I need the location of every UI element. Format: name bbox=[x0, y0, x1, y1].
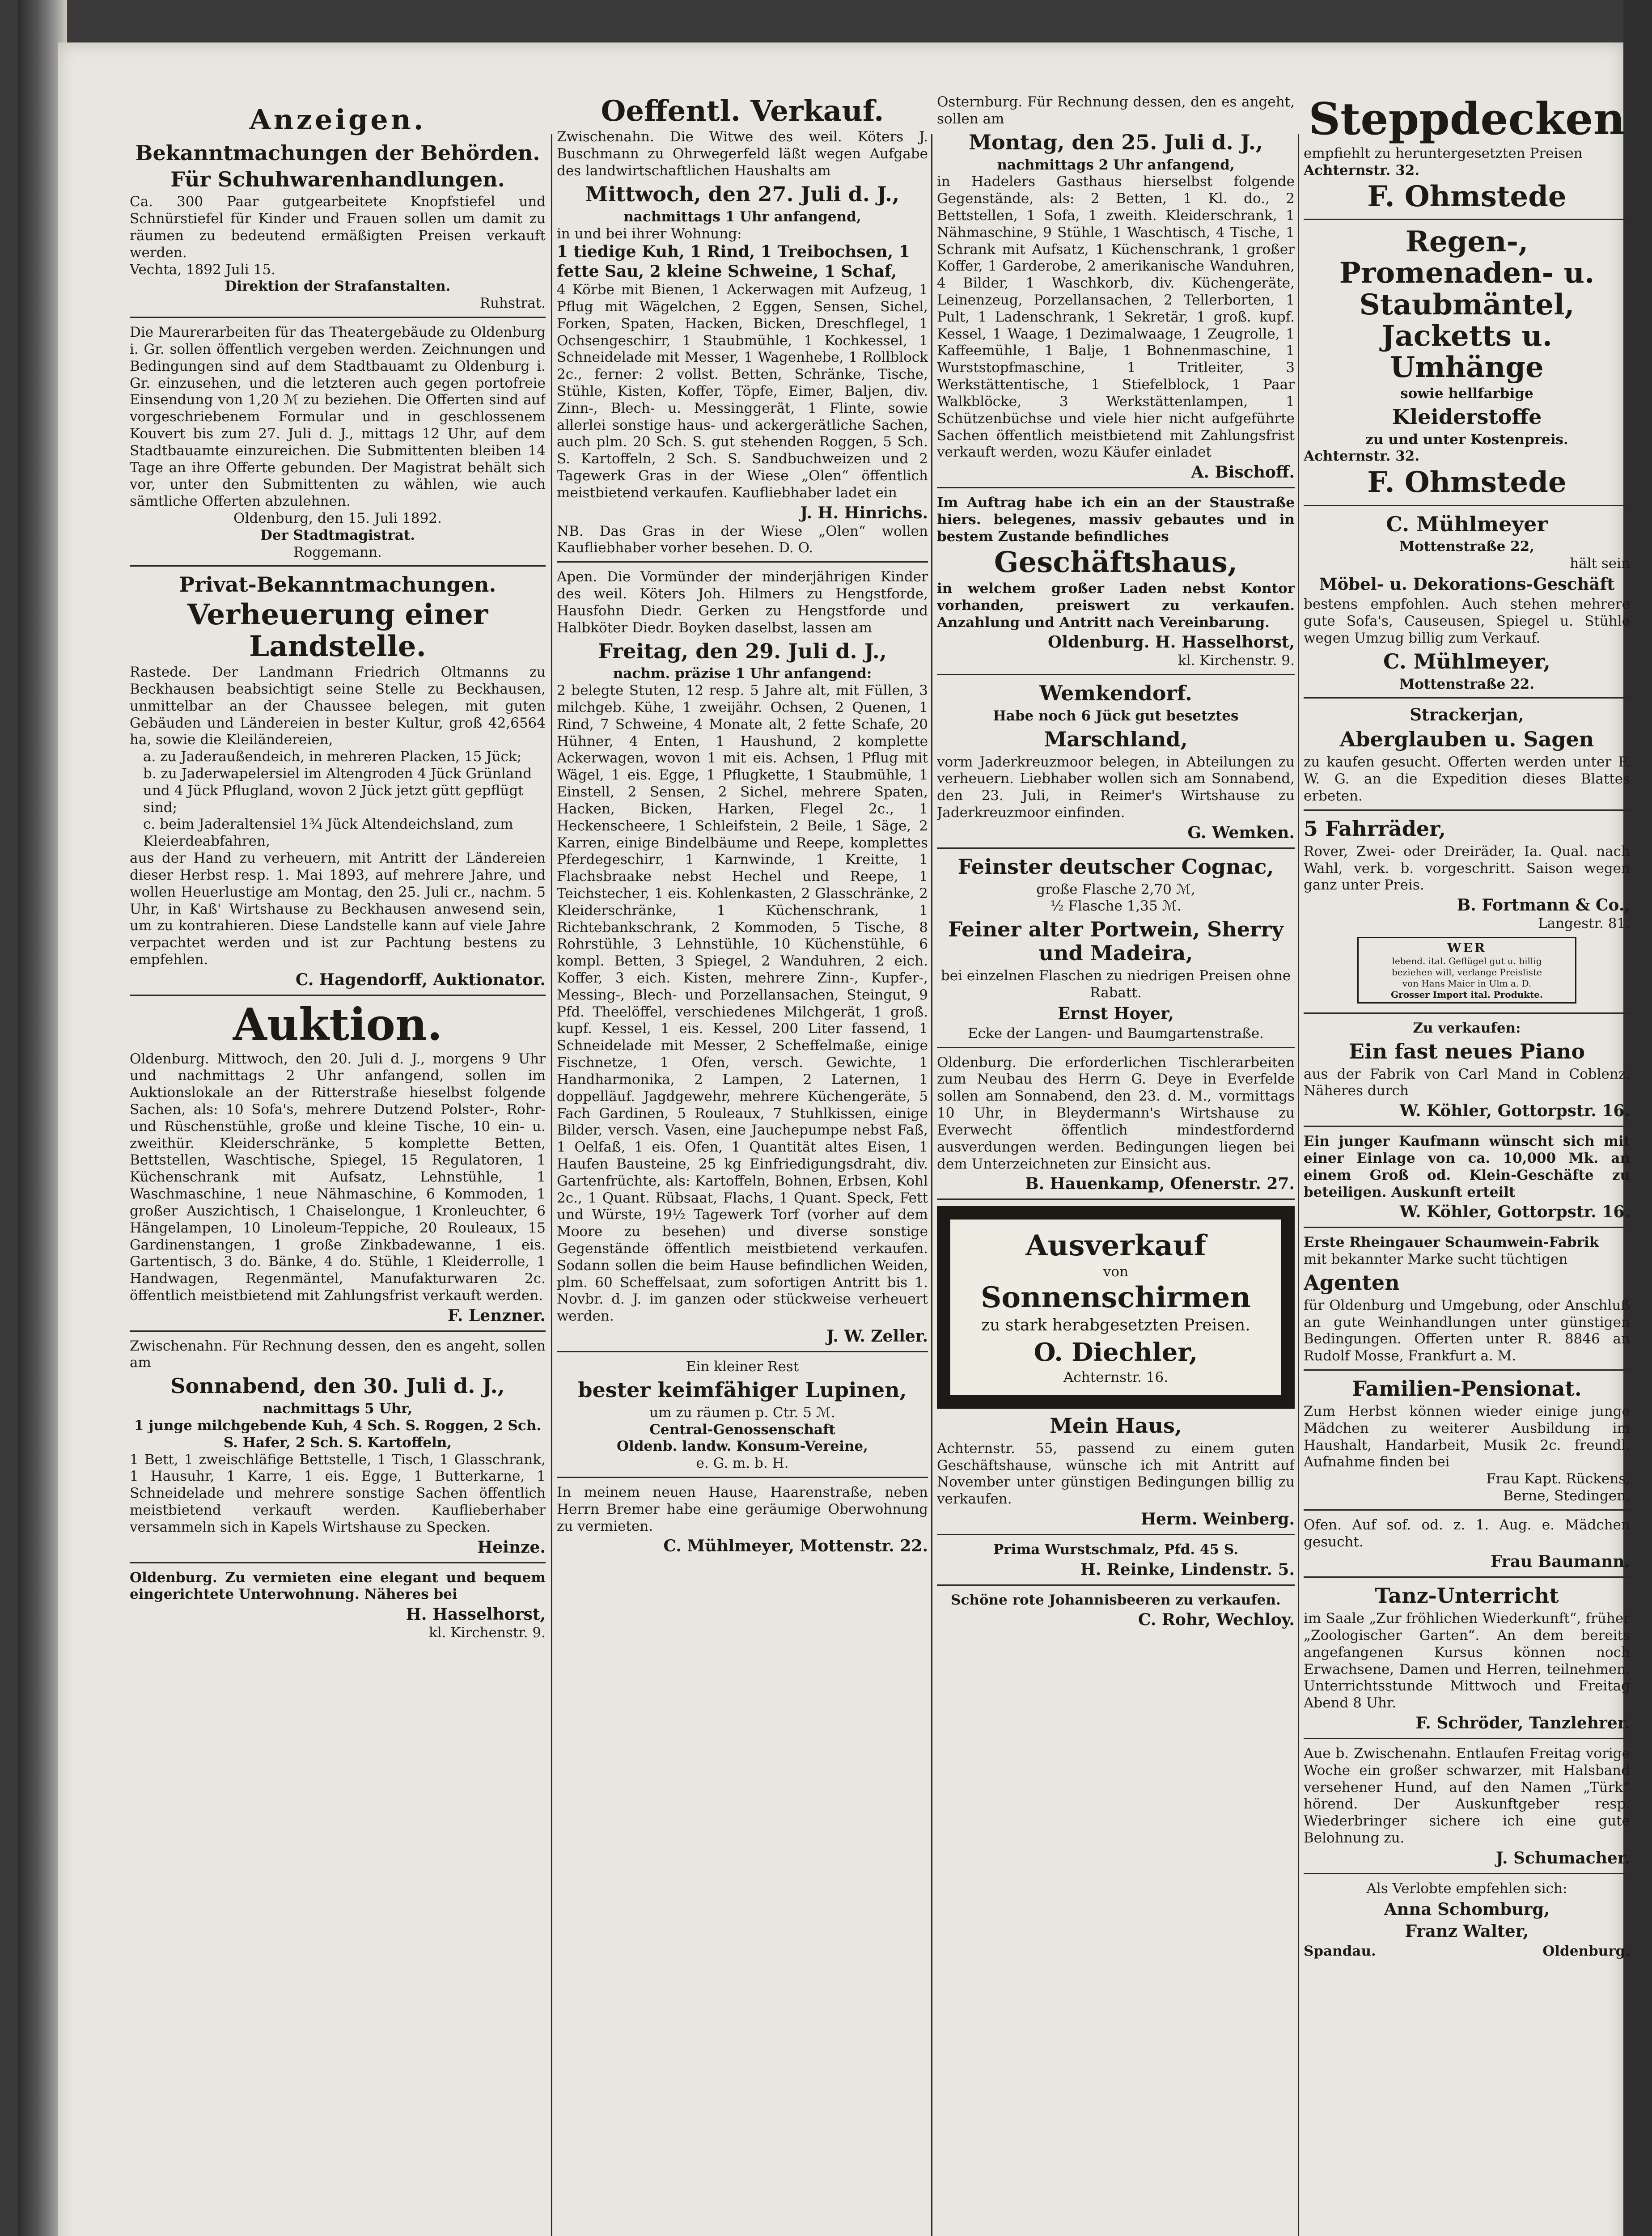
column-3 bbox=[937, 94, 1295, 2236]
list-item: a. zu Jaderaußendeich, in mehreren Placken, 15 Jück; bbox=[143, 749, 522, 765]
ad-landstelle bbox=[130, 599, 546, 995]
ad-body: für Oldenburg und Umgebung, oder Anschluß an gute Weinhandlungen unter günstigen Bedingungen. Offerten unter R. 8846 an Rudolf Mosse, Frankfurt a. M. bbox=[1304, 1297, 1630, 1364]
ad-cognac bbox=[937, 855, 1295, 1048]
ad-oberwohnung bbox=[557, 1484, 928, 1561]
box-line: von Hans Maier in Ulm a. D. bbox=[1402, 978, 1532, 989]
ad-address: Berne, Stedingen. bbox=[1503, 1487, 1630, 1504]
ad-name: Central-Genossenschaft bbox=[649, 1421, 835, 1438]
ad-signature: Der Stadtmagistrat. bbox=[260, 527, 415, 543]
ad-time: nachm. präzise 1 Uhr anfangend: bbox=[613, 665, 872, 682]
ad-body: in Hadelers Gasthaus hierselbst folgende Gegenstände, als: 2 Betten, 1 Kl. do., 2 Bettstellen, 1 Sofa, 1 zweith. Kleiderschrank, 1 Nähmaschine, 9 Stühle, 1 Waschtisch, 4 Tische, 1 Schrank mit Aufsatz, 1 Küchenschrank, 1 großer Koffer, 1 Garderobe, 2 amerikanische Wanduhren, 4 Bilder, 1 Waschkorb, div. Küchengeräte, Leinenzeug, Porzellansachen, 2 Tellerborten, 1 Pult, 1 Ladenschrank, 1 Sekretär, 1 groß. kupf. Kessel, 1 Waage, 1 Dezimalwaage, 1 Zeugrolle, 1 Kaffeemühle, 1 Balje, 1 Bohnenmaschine, 1 Wurststopfmaschine, 1 Tritleiter, 3 Werkstättentische, 1 Stiefelblock, 1 Paar Walkblöcke, 3 Werkstättenlampen, 1 Schützenbüchse und viele hier nicht aufgeführte Sachen öffentlich meistbietend mit Zahlungsfrist verkauft werden, wozu Käufer einladet bbox=[937, 174, 1295, 461]
ad-signature: W. Köhler, Gottorpstr. 16. bbox=[1400, 1101, 1630, 1121]
ad-body: hält sein bbox=[1570, 555, 1630, 572]
ad-body: zu stark herabgesetzten Preisen. bbox=[981, 1316, 1250, 1334]
ad-title: Tanz-Unterricht bbox=[1375, 1584, 1559, 1608]
ad-schaumwein bbox=[1304, 1234, 1630, 1371]
ad-lead: Als Verlobte empfehlen sich: bbox=[1366, 1880, 1567, 1897]
ad-title: Möbel- u. Dekorations-Geschäft bbox=[1319, 574, 1615, 594]
ad-body: aus der Hand zu verheuern, mit Antritt der Ländereien dieser Herbst resp. 1. Mai 1893, auf mehrere Jahre, und wollen Heuerlustige am Montag, den 25. Juli cr., nachm. 5 Uhr, in Kaß' Wirtshause zu Beckhausen anwesend sein, um zu kontrahieren. Diese Landstelle kann auf viele Jahre verpachtet werden und ist zur Pachtung bestens zu empfehlen. bbox=[130, 850, 546, 968]
ad-date: Sonnabend, den 30. Juli d. J., bbox=[170, 1374, 505, 1398]
ad-signature: H. Reinke, Lindenstr. 5. bbox=[1080, 1560, 1295, 1579]
ad-body: aus der Fabrik von Carl Mand in Coblenz. Näheres durch bbox=[1304, 1066, 1630, 1099]
ad-kaufmann bbox=[1304, 1133, 1630, 1228]
ad-body: Oldenburg. Die erforderlichen Tischlerarbeiten zum Neubau des Herrn G. Deye in Everfelde sollen am Sonnabend, den 23. d. M., vormittags 10 Uhr, in Bleydermann's Wirtshause zu Everwecht öffentlich mindestfordernd ausverdungen werden. Bedingungen liegen bei dem Unterzeichneten zur Einsicht aus. bbox=[937, 1054, 1295, 1172]
ad-signature: Frau Baumann. bbox=[1490, 1552, 1630, 1571]
ad-address: kl. Kirchenstr. 9. bbox=[428, 1625, 546, 1641]
ad-title: Aberglauben u. Sagen bbox=[1339, 727, 1594, 752]
ad-body: Ofen. Auf sof. od. z. 1. Aug. e. Mädchen gesucht. bbox=[1304, 1516, 1630, 1550]
ad-maentel bbox=[1304, 226, 1630, 506]
ad-body: Aue b. Zwischenahn. Entlaufen Freitag vorige Woche ein großer schwarzer, mit Halsband versehener Hund, auf den Namen „Türk“ hörend. Der Auskunftgeber resp. Wiederbringer sichere ich eine gute Belohnung zu. bbox=[1304, 1745, 1630, 1846]
ad-name: Ernst Hoyer, bbox=[1058, 1003, 1174, 1023]
ad-items: 1 tiedige Kuh, 1 Rind, 1 Treibochsen, 1 fette Sau, 2 kleine Schweine, 1 Schaf, bbox=[557, 242, 910, 281]
ad-signature: Direktion der Strafanstalten. bbox=[225, 278, 451, 295]
box-line: lebend. ital. Geflügel gut u. billig bbox=[1392, 955, 1542, 966]
ad-body: Rastede. Der Landmann Friedrich Oltmanns zu Beckhausen beabsichtigt seine Stelle zu Beckhausen, unmittelbar an der Chaussee belegen, mit guten Gebäuden und Ländereien in bester Kultur, groß 42,6564 ha, sowie die Kleiländereien, bbox=[130, 664, 546, 748]
ad-body: Oldenburg. Zu vermieten eine elegant und bequem eingerichtete Unterwohnung. Näheres bei bbox=[130, 1569, 546, 1603]
ad-name: Oldenb. landw. Konsum-Vereine, bbox=[617, 1438, 868, 1455]
ad-title: 5 Fahrräder, bbox=[1304, 816, 1446, 841]
ad-wemkendorf bbox=[937, 682, 1295, 849]
ad-signature: C. Hagendorff, Auktionator. bbox=[295, 970, 546, 989]
ad-lead: in und bei ihrer Wohnung: bbox=[557, 225, 742, 242]
ad-place: Oldenburg. bbox=[1542, 1943, 1630, 1959]
ad-body: Ca. 300 Paar gutgearbeitete Knopfstiefel und Schnürstiefel für Kinder und Frauen sollen um damit zu räumen zu bedeutend ermäßigten Preisen verkauft werden. bbox=[130, 194, 546, 261]
ad-signature: F. Lenzner. bbox=[447, 1306, 546, 1325]
ad-geschaeftshaus bbox=[937, 495, 1295, 675]
ad-body: 4 Körbe mit Bienen, 1 Ackerwagen mit Aufzeug, 1 Pflug mit Wägelchen, 2 Eggen, Sensen, Sichel, Forken, Spaten, Hacken, Bicken, Dreschflegel, 1 Ochsengeschirr, 1 Staubmühle, 1 Kochkessel, 1 Schneidelade mit Messer, 1 Wagenhebe, 1 Rollblock 2c., ferner: 2 vollst. Betten, Schränke, Tische, Stühle, Kisten, Koffer, Töpfe, Eimer, Baljen, div. Zinn-, Blech- u. Messinggerät, 1 Flinte, sowie allerlei sonstige haus- und ackergerätliche Sachen, auch plm. 20 Sch. S. gut stehenden Roggen, 5 Sch. S. Kartoffeln, 2 Sch. S. Sandbuchweizen und 2 Tagewerk Gras in der Wiese „Olen“ öffentlich meistbietend verkaufen. Kaufliebhaber ladet ein bbox=[557, 282, 928, 501]
ad-time: nachmittags 5 Uhr, bbox=[263, 1401, 413, 1417]
ad-title: Regen-, Promenaden- u. Staubmäntel, Jacketts u. Umhänge bbox=[1339, 224, 1595, 385]
ad-name: Strackerjan, bbox=[1410, 705, 1524, 725]
ad-signature: J. Schumacher. bbox=[1495, 1848, 1630, 1868]
ad-buschmann bbox=[557, 129, 928, 563]
ad-signature: W. Köhler, Gottorpstr. 16. bbox=[1400, 1203, 1630, 1222]
ad-title: Marschland, bbox=[1044, 727, 1188, 751]
ad-time: nachmittags 1 Uhr anfangend, bbox=[623, 208, 861, 225]
ad-title: Feinster deutscher Cognac, bbox=[957, 854, 1274, 879]
ad-body: Die Maurerarbeiten für das Theatergebäude zu Oldenburg i. Gr. sollen öffentlich vergeben werden. Zeichnungen und Bedingungen sind auf dem Stadtbauamt zu Oldenburg i. Gr. einzusehen, und die letzteren auch gegen portofreie Einsendung von 1,20 ℳ zu beziehen. Die Offerten sind auf vorgeschriebenem Formular und in geschlossenem Kouvert bis zum 27. Juli d. J., mittags 12 Uhr, auf dem Stadtbauamte einzureichen. Die Submittenten bleiben 14 Tage an ihre Offerte gebunden. Der Magistrat behält sich vor, unter den Submittenten zu wählen, wie auch sämtliche Offerten abzulehnen. bbox=[130, 324, 546, 510]
ad-mein-haus bbox=[937, 1414, 1295, 1535]
section-header: Anzeigen. bbox=[249, 103, 426, 136]
ad-body: Zwischenahn. Die Witwe des weil. Köters J. Buschmann zu Ohrwegerfeld läßt wegen Aufgabe des landwirtschaftlichen Haushalts am bbox=[557, 129, 928, 179]
section-heading: Privat-Bekanntmachungen. bbox=[179, 572, 496, 597]
ad-body: Apen. Die Vormünder der minderjährigen Kinder des weil. Köters Joh. Hilmers zu Hengstforde, Hausfohn Diedr. Gerken zu Hengstforde und Halbköter Diedr. Boyken daselbst, lassen am bbox=[557, 569, 928, 636]
ad-price: ½ Flasche 1,35 ℳ. bbox=[1050, 898, 1182, 915]
ad-hund bbox=[1304, 1745, 1630, 1874]
ad-signature: A. Bischoff. bbox=[1191, 463, 1295, 482]
ad-body: mit bekannter Marke sucht tüchtigen bbox=[1304, 1251, 1568, 1268]
ad-body: Prima Wurstschmalz, Pfd. 45 S. bbox=[993, 1541, 1238, 1558]
ad-body: bei einzelnen Flaschen zu niedrigen Preisen ohne Rabatt. bbox=[940, 968, 1291, 1001]
ad-fahrraeder bbox=[1304, 817, 1630, 1014]
ad-place: Spandau. bbox=[1304, 1943, 1376, 1959]
ad-body: sowie hellfarbige bbox=[1400, 385, 1533, 402]
ad-body: bestens empfohlen. Auch stehen mehrere gute Sofa's, Causeusen, Spiegel u. Stühle wegen Umzug billig zum Verkauf. bbox=[1304, 596, 1630, 646]
ad-place-date: Vechta, 1892 Juli 15. bbox=[130, 261, 275, 278]
ad-gefluegel-box bbox=[1357, 937, 1576, 1004]
ad-body: zu kaufen gesucht. Offerten werden unter F. W. G. an die Expedition dieses Blattes erbeten. bbox=[1304, 754, 1630, 804]
ad-body: zu und unter Kostenpreis. bbox=[1365, 431, 1568, 448]
ad-date: Freitag, den 29. Juli d. J., bbox=[598, 639, 887, 663]
ad-steppdecken bbox=[1304, 94, 1630, 220]
ad-name: F. Ohmstede bbox=[1367, 179, 1567, 213]
ad-muehlmeyer bbox=[1304, 512, 1630, 699]
column-4 bbox=[1304, 94, 1630, 2236]
ad-address: Achternstr. 32. bbox=[1304, 448, 1420, 465]
ad-signature: C. Rohr, Wechloy. bbox=[1138, 1610, 1295, 1630]
ad-title: bester keimfähiger Lupinen, bbox=[578, 1377, 907, 1402]
ad-title: Steppdecken bbox=[1309, 94, 1625, 145]
ad-body: Im Auftrag habe ich ein an der Staustraße hiers. belegenes, massiv gebautes und in bestem Zustande befindliches bbox=[937, 495, 1295, 545]
ad-title: Verheuerung einer Landstelle. bbox=[187, 598, 488, 663]
ad-signature: Herm. Weinberg. bbox=[1140, 1510, 1295, 1529]
ad-signature: F. Schröder, Tanzlehrer. bbox=[1415, 1714, 1630, 1733]
box-title: WER bbox=[1447, 940, 1487, 955]
ad-tischlerarbeiten bbox=[937, 1054, 1295, 1200]
ad-body: Schöne rote Johannisbeeren zu verkaufen. bbox=[951, 1592, 1281, 1608]
ad-time: nachmittags 2 Uhr anfangend, bbox=[997, 157, 1235, 173]
ad-signature: G. Wemken. bbox=[1187, 823, 1295, 842]
ad-title: Familien-Pensionat. bbox=[1352, 1376, 1582, 1401]
ad-title: Feiner alter Portwein, Sherry und Madeira, bbox=[948, 917, 1284, 966]
box-line: Grosser Import ital. Produkte. bbox=[1391, 989, 1543, 1000]
ad-address: kl. Kirchenstr. 9. bbox=[1178, 652, 1295, 669]
ad-title: Geschäftshaus, bbox=[994, 546, 1238, 580]
ad-signature: C. Mühlmeyer, Mottenstr. 22. bbox=[663, 1537, 928, 1556]
ad-name: Anna Schomburg, bbox=[1384, 1899, 1550, 1919]
section-heading: Oeffentl. Verkauf. bbox=[601, 94, 884, 128]
ad-body: im Saale „Zur fröhlichen Wiederkunft“, früher „Zoologischer Garten“. An dem bereits angefangenen Kursus können noch Erwachsene, Damen und Herren, teilnehmen. Unterrichtsstunde Mittwoch und Freitag Abend 8 Uhr. bbox=[1304, 1610, 1630, 1711]
ad-lead: Erste Rheingauer Schaumwein-Fabrik bbox=[1304, 1234, 1599, 1251]
ad-address: Achternstr. 32. bbox=[1304, 162, 1420, 178]
ad-title: Für Schuhwarenhandlungen. bbox=[170, 167, 505, 191]
ad-date: Montag, den 25. Juli d. J., bbox=[969, 130, 1263, 154]
ad-strackerjan bbox=[1304, 705, 1630, 810]
ad-title: Ausverkauf bbox=[1025, 1229, 1206, 1263]
ad-schuhwaren bbox=[130, 168, 546, 318]
ad-name: Ruhstrat. bbox=[479, 295, 546, 312]
column-rule bbox=[931, 134, 932, 2236]
ad-title: Kleiderstoffe bbox=[1392, 404, 1542, 429]
ad-signature: Oldenburg. H. Hasselhorst, bbox=[1048, 633, 1295, 652]
section-heading: Bekanntmachungen der Behörden. bbox=[135, 140, 540, 165]
ad-signature: J. H. Hinrichs. bbox=[800, 503, 928, 522]
ad-body: empfiehlt zu heruntergesetzten Preisen bbox=[1304, 145, 1583, 161]
ad-pensionat bbox=[1304, 1377, 1630, 1511]
box-line: beziehen will, verlange Preisliste bbox=[1392, 966, 1542, 978]
ad-lead: Zu verkaufen: bbox=[1413, 1020, 1521, 1036]
ad-name: O. Diechler, bbox=[1034, 1337, 1198, 1367]
ad-piano bbox=[1304, 1020, 1630, 1127]
column-2 bbox=[557, 94, 928, 2236]
ad-name: e. G. m. b. H. bbox=[696, 1455, 789, 1472]
ad-title: Mein Haus, bbox=[1050, 1413, 1182, 1438]
list-item: c. beim Jaderaltensiel 1¾ Jück Altendeichsland, zum Kleierdeabfahren, bbox=[143, 816, 513, 850]
ad-title: Auktion. bbox=[233, 999, 443, 1050]
ad-note: NB. Das Gras in der Wiese „Olen“ wollen Kaufliebhaber vorher besehen. D. O. bbox=[557, 523, 928, 556]
ad-apen bbox=[557, 569, 928, 1352]
ad-body: vorm Jaderkreuzmoor belegen, in Abteilungen zu verheuern. Liebhaber wollen sich am Sonnabend, den 23. Juli, in Reimer's Wirtshause zu Jaderkreuzmoor einfinden. bbox=[937, 754, 1295, 821]
ad-osternburg bbox=[937, 94, 1295, 488]
ad-title: Ein fast neues Piano bbox=[1348, 1039, 1585, 1063]
ad-sonnenschirme bbox=[937, 1206, 1295, 1409]
ad-maedchen bbox=[1304, 1517, 1630, 1578]
ad-name: Roggemann. bbox=[293, 544, 382, 560]
ad-body: Habe noch 6 Jück gut besetztes bbox=[993, 707, 1239, 724]
ad-body: 2 belegte Stuten, 12 resp. 5 Jahre alt, mit Füllen, 3 milchgeb. Kühe, 1 zweijähr. Ochsen, 2 Quenen, 1 Rind, 7 Schweine, 4 Monate alt, 2 fette Schafe, 20 Hühner, 4 Enten, 1 Haushund, 2 komplette Ackerwagen, wovon 1 mit eis. Achsen, 1 Pflug mit Wägel, 1 eis. Egge, 1 Pflugkette, 1 Staubmühle, 1 Einstell, 2 Sensen, 2 Sichel, mehrere Spaten, Hacken, Bicken, Harken, Flegel 2c., 1 Heckenscheere, 1 Schleifstein, 2 Beile, 1 Säge, 2 Karren, einige Bindelbäume und Reepe, komplettes Pferdegeschirr, 1 Karnwinde, 1 Kreitte, 1 Flachsbraake nebst Hechel und Reepe, 1 Teichstecher, 1 eis. Kohlenkasten, 2 Glasschränke, 2 Kleiderschränke, 1 Küchenschrank, 1 Richtebankschrank, 2 Kommoden, 5 Tische, 8 Rohrstühle, 3 Lehnstühle, 10 Küchenstühle, 6 kompl. Betten, 3 Spiegel, 2 Wanduhren, 2 eich. Koffer, 3 eich. Kisten, mehrere Zinn-, Kupfer-, Messing-, Blech- und Porzellansachen, Steingut, 9 Pfd. Theelöffel, verschiedenes Milchgerät, 1 groß. kupf. Kessel, 1 eis. Kessel, 200 Liter fassend, 1 Schneidelade mit Messer, 2 Scheffelmaße, einige Fischnetze, 1 Ofen, versch. Gewichte, 1 Handharmonika, 2 Lampen, 2 Laternen, 1 doppelläuf. Jagdgewehr, mehrere Küchengeräte, 5 Fach Gardinen, 5 Rouleaux, 7 Stuhlkissen, einige Bilder, versch. Vasen, eine Jauchepumpe nebst Faß, 1 Oelfaß, 1 eis. Ofen, 1 Quantität altes Eisen, 1 Haufen Bausteine, 25 kg Einfriedigungsdraht, div. Gartenfrüchte, als: Kartoffeln, Bohnen, Erbsen, Kohl 2c., 1 Quant. Rübsaat, Flachs, 1 Quant. Speck, Fett und Würste, 19½ Tagewerk Torf (vorher auf dem Moore zu besehen) und diverse sonstige Gegenstände öffentlich meistbietend verkaufen. Sodann sollen die beim Hause befindlichen Weiden, plm. 60 Scheffelsaat, zum sofortigen Antritt bis 1. Novbr. d. J. im ganzen oder stückweise verheuert werden. bbox=[557, 682, 928, 1325]
ad-signature: H. Hasselhorst, bbox=[406, 1605, 546, 1624]
ad-body: Zum Herbst können wieder einige junge Mädchen zu weiterer Ausbildung im Haushalt, Handarbeit, Musik 2c. freundl. Aufnahme finden bei bbox=[1304, 1403, 1630, 1470]
ad-lupinen bbox=[557, 1359, 928, 1478]
ad-word: von bbox=[1103, 1263, 1129, 1280]
ad-lead: Osternburg. Für Rechnung dessen, den es angeht, sollen am bbox=[937, 94, 1295, 127]
ad-verlobung bbox=[1304, 1880, 1630, 1965]
ad-body: um zu räumen p. Ctr. 5 ℳ. bbox=[649, 1404, 835, 1421]
ad-auktion bbox=[130, 999, 546, 1332]
ad-body: Ein junger Kaufmann wünscht sich mit einer Einlage von ca. 10,000 Mk. an einem Groß od. Klein-Geschäfte zu beteiligen. Auskunft erteilt bbox=[1304, 1133, 1630, 1200]
ad-zwischenahn bbox=[130, 1338, 546, 1563]
ad-items: 1 junge milchgebende Kuh, 4 Sch. S. Roggen, 2 Sch. S. Hafer, 2 Sch. S. Kartoffeln, bbox=[134, 1417, 542, 1451]
ad-address: Achternstr. 16. bbox=[1063, 1369, 1169, 1386]
ad-name: C. Mühlmeyer, bbox=[1383, 649, 1550, 673]
ad-title: Agenten bbox=[1304, 1270, 1400, 1295]
ad-price: große Flasche 2,70 ℳ, bbox=[1036, 881, 1195, 898]
ad-address: Ecke der Langen- und Baumgartenstraße. bbox=[967, 1025, 1264, 1042]
ad-maurerarbeiten bbox=[130, 324, 546, 567]
column-1 bbox=[130, 94, 546, 2236]
ad-name: C. Mühlmeyer bbox=[1386, 512, 1548, 536]
ad-name: F. Ohmstede bbox=[1367, 466, 1567, 500]
ad-place-date: Oldenburg, den 15. Juli 1892. bbox=[233, 510, 442, 527]
ad-wurstschmalz bbox=[937, 1541, 1295, 1586]
ad-body: In meinem neuen Hause, Haarenstraße, neben Herrn Bremer habe eine geräumige Oberwohnung zu vermieten. bbox=[557, 1484, 928, 1534]
ad-body: in welchem großer Laden nebst Kontor vorhanden, preiswert zu verkaufen. Anzahlung und Antritt nach Vereinbarung. bbox=[937, 580, 1295, 631]
ad-lead: Zwischenahn. Für Rechnung dessen, den es angeht, sollen am bbox=[130, 1338, 546, 1371]
column-rule bbox=[551, 134, 552, 2236]
ad-date: Mittwoch, den 27. Juli d. J., bbox=[585, 182, 900, 206]
ad-johannisbeeren bbox=[937, 1592, 1295, 1635]
ad-body: 1 Bett, 1 zweischläfige Bettstelle, 1 Tisch, 1 Glasschrank, 1 Hausuhr, 1 Karre, 1 eis. Egge, 1 Butterkarne, 1 Schneidelade und mehrere sonstige Sachen öffentlich meistbietend verkauft werden. Kauflieberhaber versammeln sich in Kapels Wirtshause zu Specken. bbox=[130, 1451, 546, 1535]
ad-address: Mottenstraße 22, bbox=[1399, 538, 1535, 555]
ad-address: Mottenstraße 22. bbox=[1399, 676, 1535, 692]
ad-lead: Ein kleiner Rest bbox=[686, 1358, 799, 1375]
ad-title: Wemkendorf. bbox=[1039, 681, 1192, 706]
ad-signature: B. Hauenkamp, Ofenerstr. 27. bbox=[1025, 1174, 1295, 1194]
ad-signature: Frau Kapt. Rückens, bbox=[1486, 1471, 1630, 1487]
ad-body: Rover, Zwei- oder Dreiräder, Ia. Qual. nach Wahl, verk. b. vorgeschritt. Saison wegen ganz unter Preis. bbox=[1304, 843, 1630, 894]
ad-body: Achternstr. 55, passend zu einem guten Geschäftshause, wünsche ich mit Antritt auf November unter günstigen Bedingungen billig zu verkaufen. bbox=[937, 1440, 1295, 1508]
list-item: b. zu Jaderwapelersiel im Altengroden 4 Jück Grünland und 4 Jück Pflugland, wovon 2 Jück jetzt gütt gepflügt sind; bbox=[143, 766, 532, 816]
ad-address: Langestr. 81. bbox=[1538, 915, 1630, 932]
ad-unterwohnung bbox=[130, 1570, 546, 1646]
ad-signature: J. W. Zeller. bbox=[826, 1327, 928, 1346]
ad-name: Franz Walter, bbox=[1405, 1921, 1529, 1941]
ad-signature: Heinze. bbox=[477, 1537, 546, 1557]
ad-tanz bbox=[1304, 1584, 1630, 1739]
ad-body: Oldenburg. Mittwoch, den 20. Juli d. J., morgens 9 Uhr und nachmittags 2 Uhr anfangend, sollen im Auktionslokale an der Ritterstraße hieselbst folgende Sachen, als: 10 Sofa's, mehrere Dutzend Polster-, Rohr- und Rüschenstühle, große und kleine Tische, 10 ein- u. zweithür. Kleiderschränke, 5 komplette Betten, Bettstellen, Waschtische, Spiegel, 15 Regulatoren, 1 Küchenschrank mit Aufsatz, Lehnstühle, 1 Waschmaschine, 1 neue Nähmaschine, 6 Kommoden, 1 großer Auszichtisch, 1 Chaiselongue, 1 Kronleuchter, 6 Hängelampen, 10 Linoleum-Teppiche, 20 Rouleaux, 15 Gardinenstangen, 1 große Zinkbadewanne, 1 eis. Gartentisch, 3 do. Bänke, 4 do. Stühle, 1 Kleiderrolle, 1 Handwagen, Regenmäntel, Manufakturwaren 2c. öffentlich meistbietend mit Zahlungsfrist verkauft werden. bbox=[130, 1050, 546, 1304]
column-rule bbox=[1298, 134, 1299, 2236]
ad-name: B. Fortmann & Co., bbox=[1457, 896, 1630, 915]
ad-title: Sonnenschirmen bbox=[981, 1281, 1251, 1315]
